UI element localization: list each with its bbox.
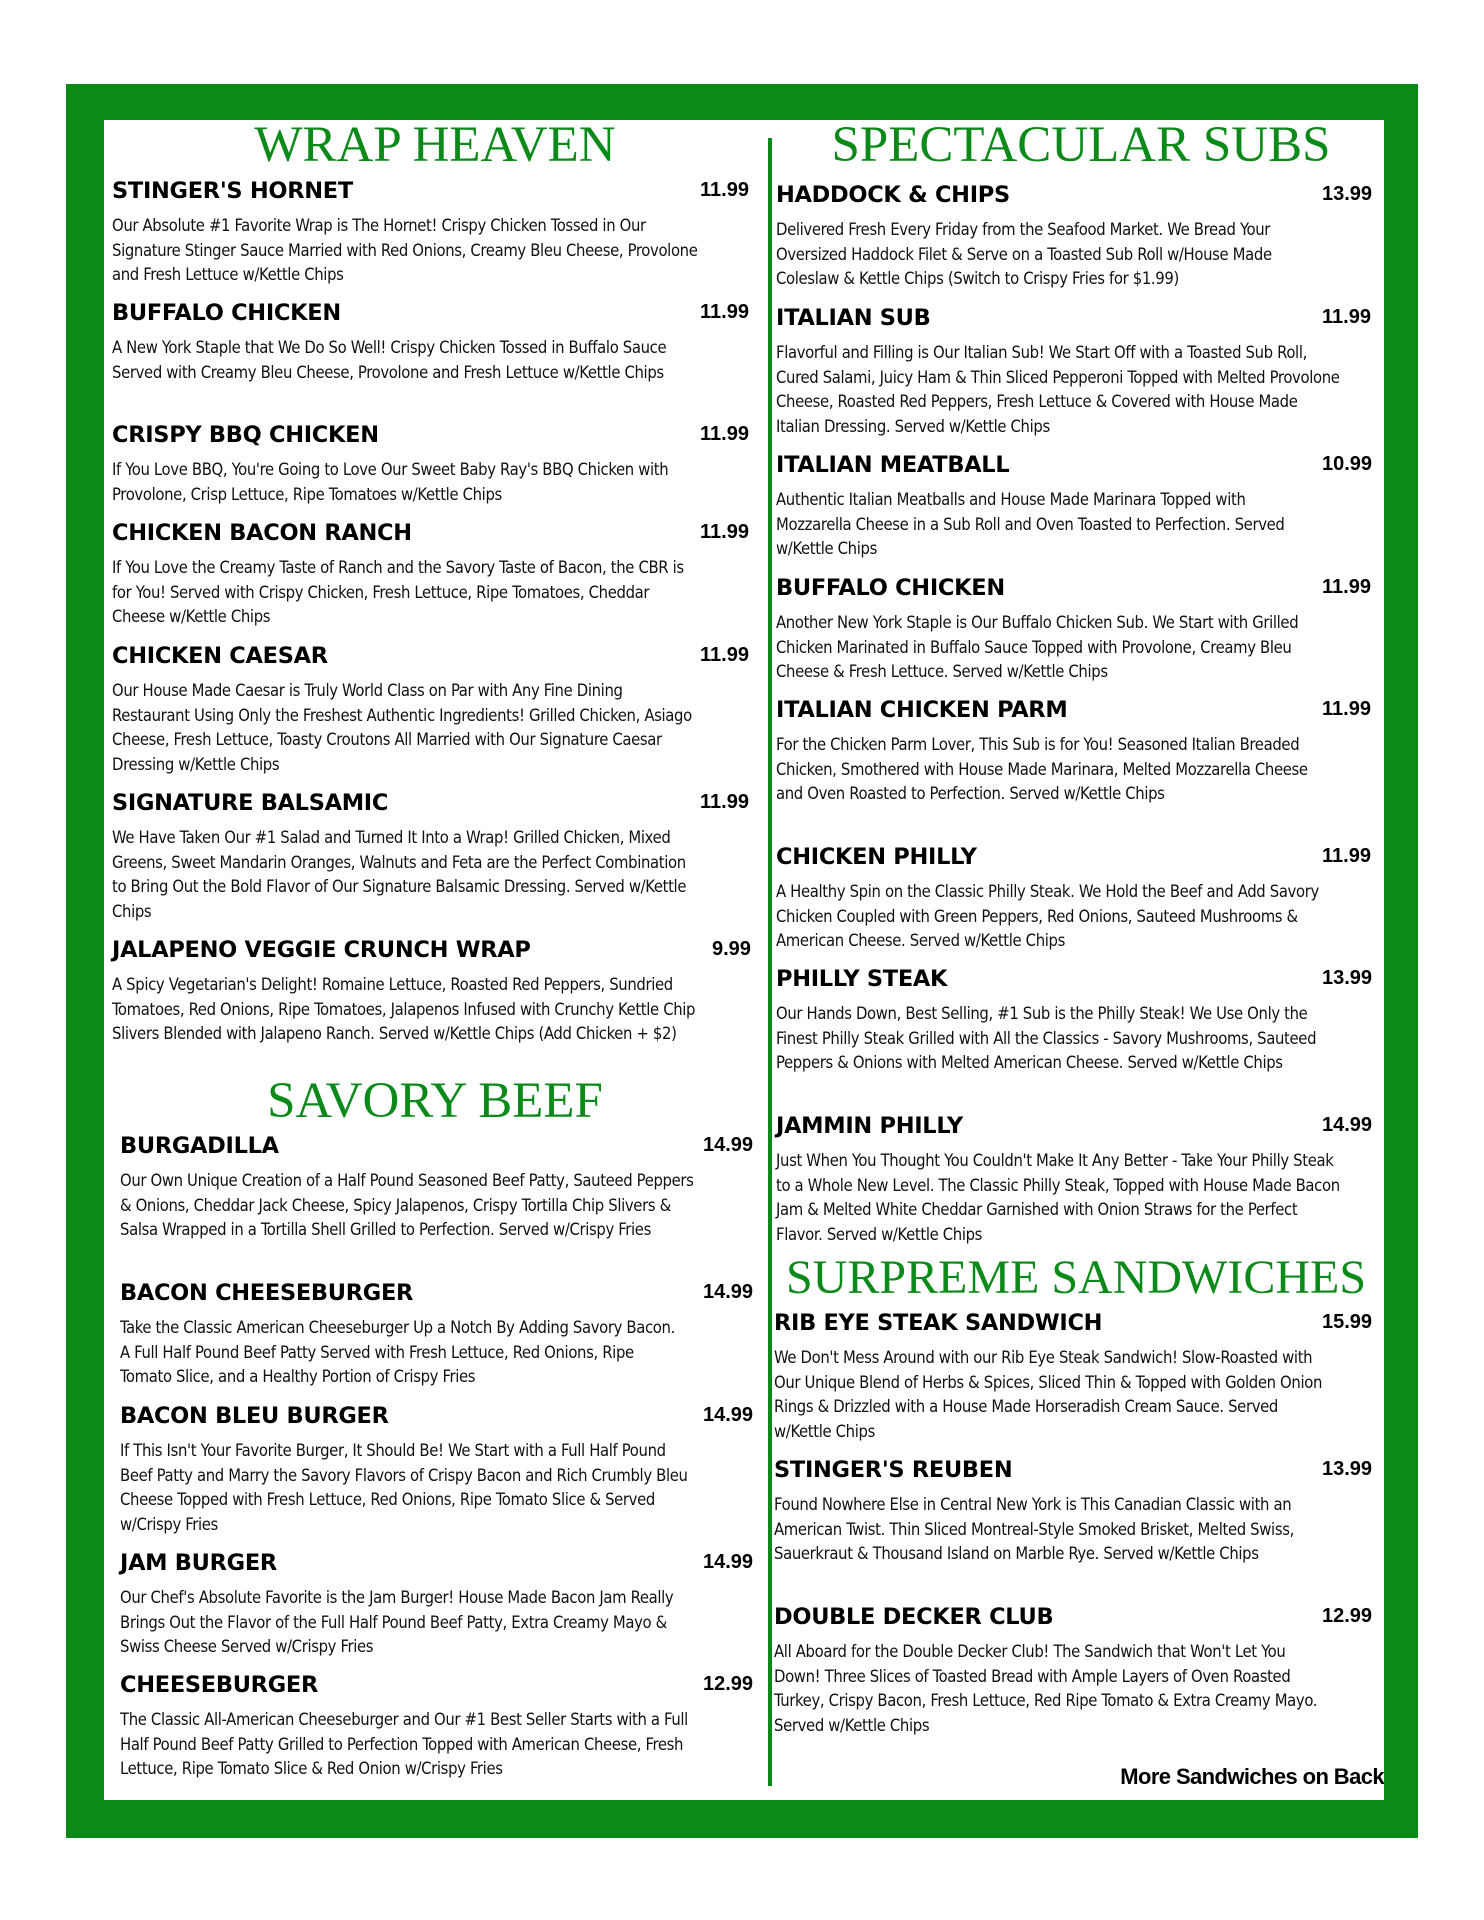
item-price: 11.99 (1322, 698, 1371, 720)
more-sandwiches-note: More Sandwiches on Back (1120, 1764, 1384, 1789)
item-description: Our Own Unique Creation of a Half Pound Seasoned Beef Patty, Sauteed Peppers & Onions, Cheddar Jack Cheese, Spicy Jalapenos, Crispy Tortilla Chip Slivers & Salsa Wrapped in a Tortilla Shell Grilled to Perfection. Served w/Crispy Fries (120, 1171, 694, 1239)
item-description: A Healthy Spin on the Classic Philly Steak. We Hold the Beef and Add Savory Chicken Coupled with Green Peppers, Red Onions, Sauteed Mushrooms & American Cheese. Served w/Kettle Chips (776, 882, 1319, 950)
item-name: JAMMIN PHILLY (776, 1113, 963, 1139)
item-price: 9.99 (712, 938, 751, 960)
item-description: Our House Made Caesar is Truly World Class on Par with Any Fine Dining Restaurant Using Only the Freshest Authentic Ingredients! Grilled Chicken, Asiago Cheese, Fresh Lettuce, Toasty Croutons All Married with Our Signature Caesar Dressing w/Kettle Chips (112, 681, 692, 774)
item-price: 11.99 (1322, 845, 1371, 867)
item-description: For the Chicken Parm Lover, This Sub is for You! Seasoned Italian Breaded Chicken, Smothered with House Made Marinara, Melted Mozzarella Cheese and Oven Roasted to Perfection. Served w/Kettle Chips (776, 735, 1308, 803)
item-name: CHICKEN CAESAR (112, 643, 328, 669)
item-description: Authentic Italian Meatballs and House Made Marinara Topped with Mozzarella Cheese in a Sub Roll and Oven Toasted to Perfection. Served w/Kettle Chips (776, 490, 1285, 558)
item-name: ITALIAN CHICKEN PARM (776, 697, 1068, 723)
item-name: STINGER'S REUBEN (774, 1457, 1013, 1483)
item-name: SIGNATURE BALSAMIC (112, 790, 389, 816)
item-name: BUFFALO CHICKEN (776, 575, 1005, 601)
item-name: BACON BLEU BURGER (120, 1403, 389, 1429)
item-name: CHICKEN PHILLY (776, 844, 977, 870)
item-description: A New York Staple that We Do So Well! Crispy Chicken Tossed in Buffalo Sauce Served with Creamy Bleu Cheese, Provolone and Fresh Lettuce w/Kettle Chips (112, 338, 667, 382)
section-title-supreme-sandwiches: SURPREME SANDWICHES (785, 1251, 1367, 1304)
item-description: Our Absolute #1 Favorite Wrap is The Hornet! Crispy Chicken Tossed in Our Signature Stinger Sauce Married with Red Onions, Creamy Bleu Cheese, Provolone and Fresh Lettuce w/Kettle Chips (112, 216, 698, 284)
item-price: 13.99 (1322, 183, 1373, 205)
item-description: Just When You Thought You Couldn't Make It Any Better - Take Your Philly Steak to a Whole New Level. The Classic Philly Steak, Topped with House Made Bacon Jam & Melted White Cheddar Garnished with Onion Straws for the Perfect Flavor. Served w/Kettle Chips (776, 1151, 1340, 1244)
item-name: JALAPENO VEGGIE CRUNCH WRAP (112, 937, 531, 963)
section-title-spectacular-subs: SPECTACULAR SUBS (831, 117, 1331, 173)
item-name: HADDOCK & CHIPS (776, 182, 1010, 208)
item-name: BUFFALO CHICKEN (112, 300, 341, 326)
item-price: 12.99 (703, 1673, 754, 1695)
item-price: 11.99 (1322, 306, 1371, 328)
item-description: All Aboard for the Double Decker Club! The Sandwich that Won't Let You Down! Three Slices of Toasted Bread with Ample Layers of Oven Roasted Turkey, Crispy Bacon, Fresh Lettuce, Red Ripe Tomato & Extra Creamy Mayo. Served w/Kettle Chips (774, 1642, 1318, 1735)
item-name: STINGER'S HORNET (112, 178, 353, 204)
item-price: 11.99 (700, 521, 749, 543)
item-description: Another New York Staple is Our Buffalo Chicken Sub. We Start with Grilled Chicken Marinated in Buffalo Sauce Topped with Provolone, Creamy Bleu Cheese & Fresh Lettuce. Served w/Kettle Chips (776, 613, 1299, 681)
item-price: 10.99 (1322, 453, 1373, 475)
item-price: 14.99 (703, 1134, 754, 1156)
item-name: DOUBLE DECKER CLUB (774, 1604, 1054, 1630)
item-price: 13.99 (1322, 967, 1373, 989)
item-name: ITALIAN SUB (776, 305, 931, 331)
item-price: 11.99 (1322, 576, 1371, 598)
section-title-wrap-heaven: WRAP HEAVEN (254, 117, 616, 173)
item-price: 13.99 (1322, 1458, 1373, 1480)
item-name: JAM BURGER (120, 1550, 277, 1576)
item-description: We Don't Mess Around with our Rib Eye Steak Sandwich! Slow-Roasted with Our Unique Blend of Herbs & Spices, Sliced Thin & Topped with Golden Onion Rings & Drizzled with a House Made Horseradish Cream Sauce. Served w/Kettle Chips (774, 1348, 1323, 1441)
item-description: Flavorful and Filling is Our Italian Sub! We Start Off with a Toasted Sub Roll, Cured Salami, Juicy Ham & Thin Sliced Pepperoni Topped with Melted Provolone Cheese, Roasted Red Peppers, Fresh Lettuce & Covered with House Made Italian Dressing. Served w/Kettle Chips (776, 343, 1340, 436)
item-description: If You Love the Creamy Taste of Ranch and the Savory Taste of Bacon, the CBR is for You! Served with Crispy Chicken, Fresh Lettuce, Ripe Tomatoes, Cheddar Cheese w/Kettle Chips (112, 558, 684, 626)
item-price: 11.99 (700, 179, 749, 201)
item-description: Delivered Fresh Every Friday from the Seafood Market. We Bread Your Oversized Haddock Filet & Serve on a Toasted Sub Roll w/House Made Coleslaw & Kettle Chips (Switch to Crispy Fries for $1.99) (776, 220, 1272, 288)
item-description: The Classic All-American Cheeseburger and Our #1 Best Seller Starts with a Full Half Pound Beef Patty Grilled to Perfection Topped with American Cheese, Fresh Lettuce, Ripe Tomato Slice & Red Onion w/Crispy Fries (120, 1710, 688, 1778)
item-name: ITALIAN MEATBALL (776, 452, 1010, 478)
item-name: CHICKEN BACON RANCH (112, 520, 412, 546)
item-price: 11.99 (700, 423, 749, 445)
item-description: Our Hands Down, Best Selling, #1 Sub is the Philly Steak! We Use Only the Finest Philly Steak Grilled with All the Classics - Savory Mushrooms, Sauteed Peppers & Onions with Melted American Cheese. Served w/Kettle Chips (776, 1004, 1317, 1072)
item-description: Our Chef's Absolute Favorite is the Jam Burger! House Made Bacon Jam Really Brings Out the Flavor of the Full Half Pound Beef Patty, Extra Creamy Mayo & Swiss Cheese Served w/Crispy Fries (120, 1588, 674, 1656)
column-divider (768, 138, 772, 1786)
item-price: 11.99 (700, 301, 749, 323)
item-description: If You Love BBQ, You're Going to Love Our Sweet Baby Ray's BBQ Chicken with Provolone, Crisp Lettuce, Ripe Tomatoes w/Kettle Chips (112, 460, 669, 504)
item-name: RIB EYE STEAK SANDWICH (774, 1310, 1103, 1336)
item-name: CHEESEBURGER (120, 1672, 318, 1698)
item-price: 11.99 (700, 644, 749, 666)
item-price: 14.99 (703, 1281, 754, 1303)
item-name: BACON CHEESEBURGER (120, 1280, 414, 1306)
item-price: 12.99 (1322, 1605, 1373, 1627)
section-title-savory-beef: SAVORY BEEF (267, 1073, 603, 1129)
item-price: 14.99 (703, 1404, 754, 1426)
item-price: 14.99 (1322, 1114, 1373, 1136)
item-price: 14.99 (703, 1551, 754, 1573)
item-name: CRISPY BBQ CHICKEN (112, 422, 379, 448)
item-description: Take the Classic American Cheeseburger Up a Notch By Adding Savory Bacon. A Full Half Pound Beef Patty Served with Fresh Lettuce, Red Onions, Ripe Tomato Slice, and a Healthy Portion of Crispy Fries (120, 1318, 675, 1386)
item-name: PHILLY STEAK (776, 966, 948, 992)
item-description: We Have Taken Our #1 Salad and Turned It Into a Wrap! Grilled Chicken, Mixed Greens, Sweet Mandarin Oranges, Walnuts and Feta are the Perfect Combination to Bring Out the Bold Flavor of Our Signature Balsamic Dressing. Served w/Kettle Chips (112, 828, 687, 921)
item-price: 11.99 (700, 791, 749, 813)
item-description: If This Isn't Your Favorite Burger, It Should Be! We Start with a Full Half Pound Beef Patty and Marry the Savory Flavors of Crispy Bacon and Rich Crumbly Bleu Cheese Topped with Fresh Lettuce, Red Onions, Ripe Tomato Slice & Served w/Crispy Fries (120, 1441, 688, 1534)
item-description: Found Nowhere Else in Central New York is This Canadian Classic with an American Twist. Thin Sliced Montreal-Style Smoked Brisket, Melted Swiss, Sauerkraut & Thousand Island on Marble Rye. Served w/Kettle Chips (774, 1495, 1294, 1563)
item-description: A Spicy Vegetarian's Delight! Romaine Lettuce, Roasted Red Peppers, Sundried Tomatoes, Red Onions, Ripe Tomatoes, Jalapenos Infused with Crunchy Kettle Chip Slivers Blended with Jalapeno Ranch. Served w/Kettle Chips (Add Chicken + $2) (112, 975, 696, 1043)
item-price: 15.99 (1322, 1311, 1373, 1333)
item-name: BURGADILLA (120, 1133, 279, 1159)
